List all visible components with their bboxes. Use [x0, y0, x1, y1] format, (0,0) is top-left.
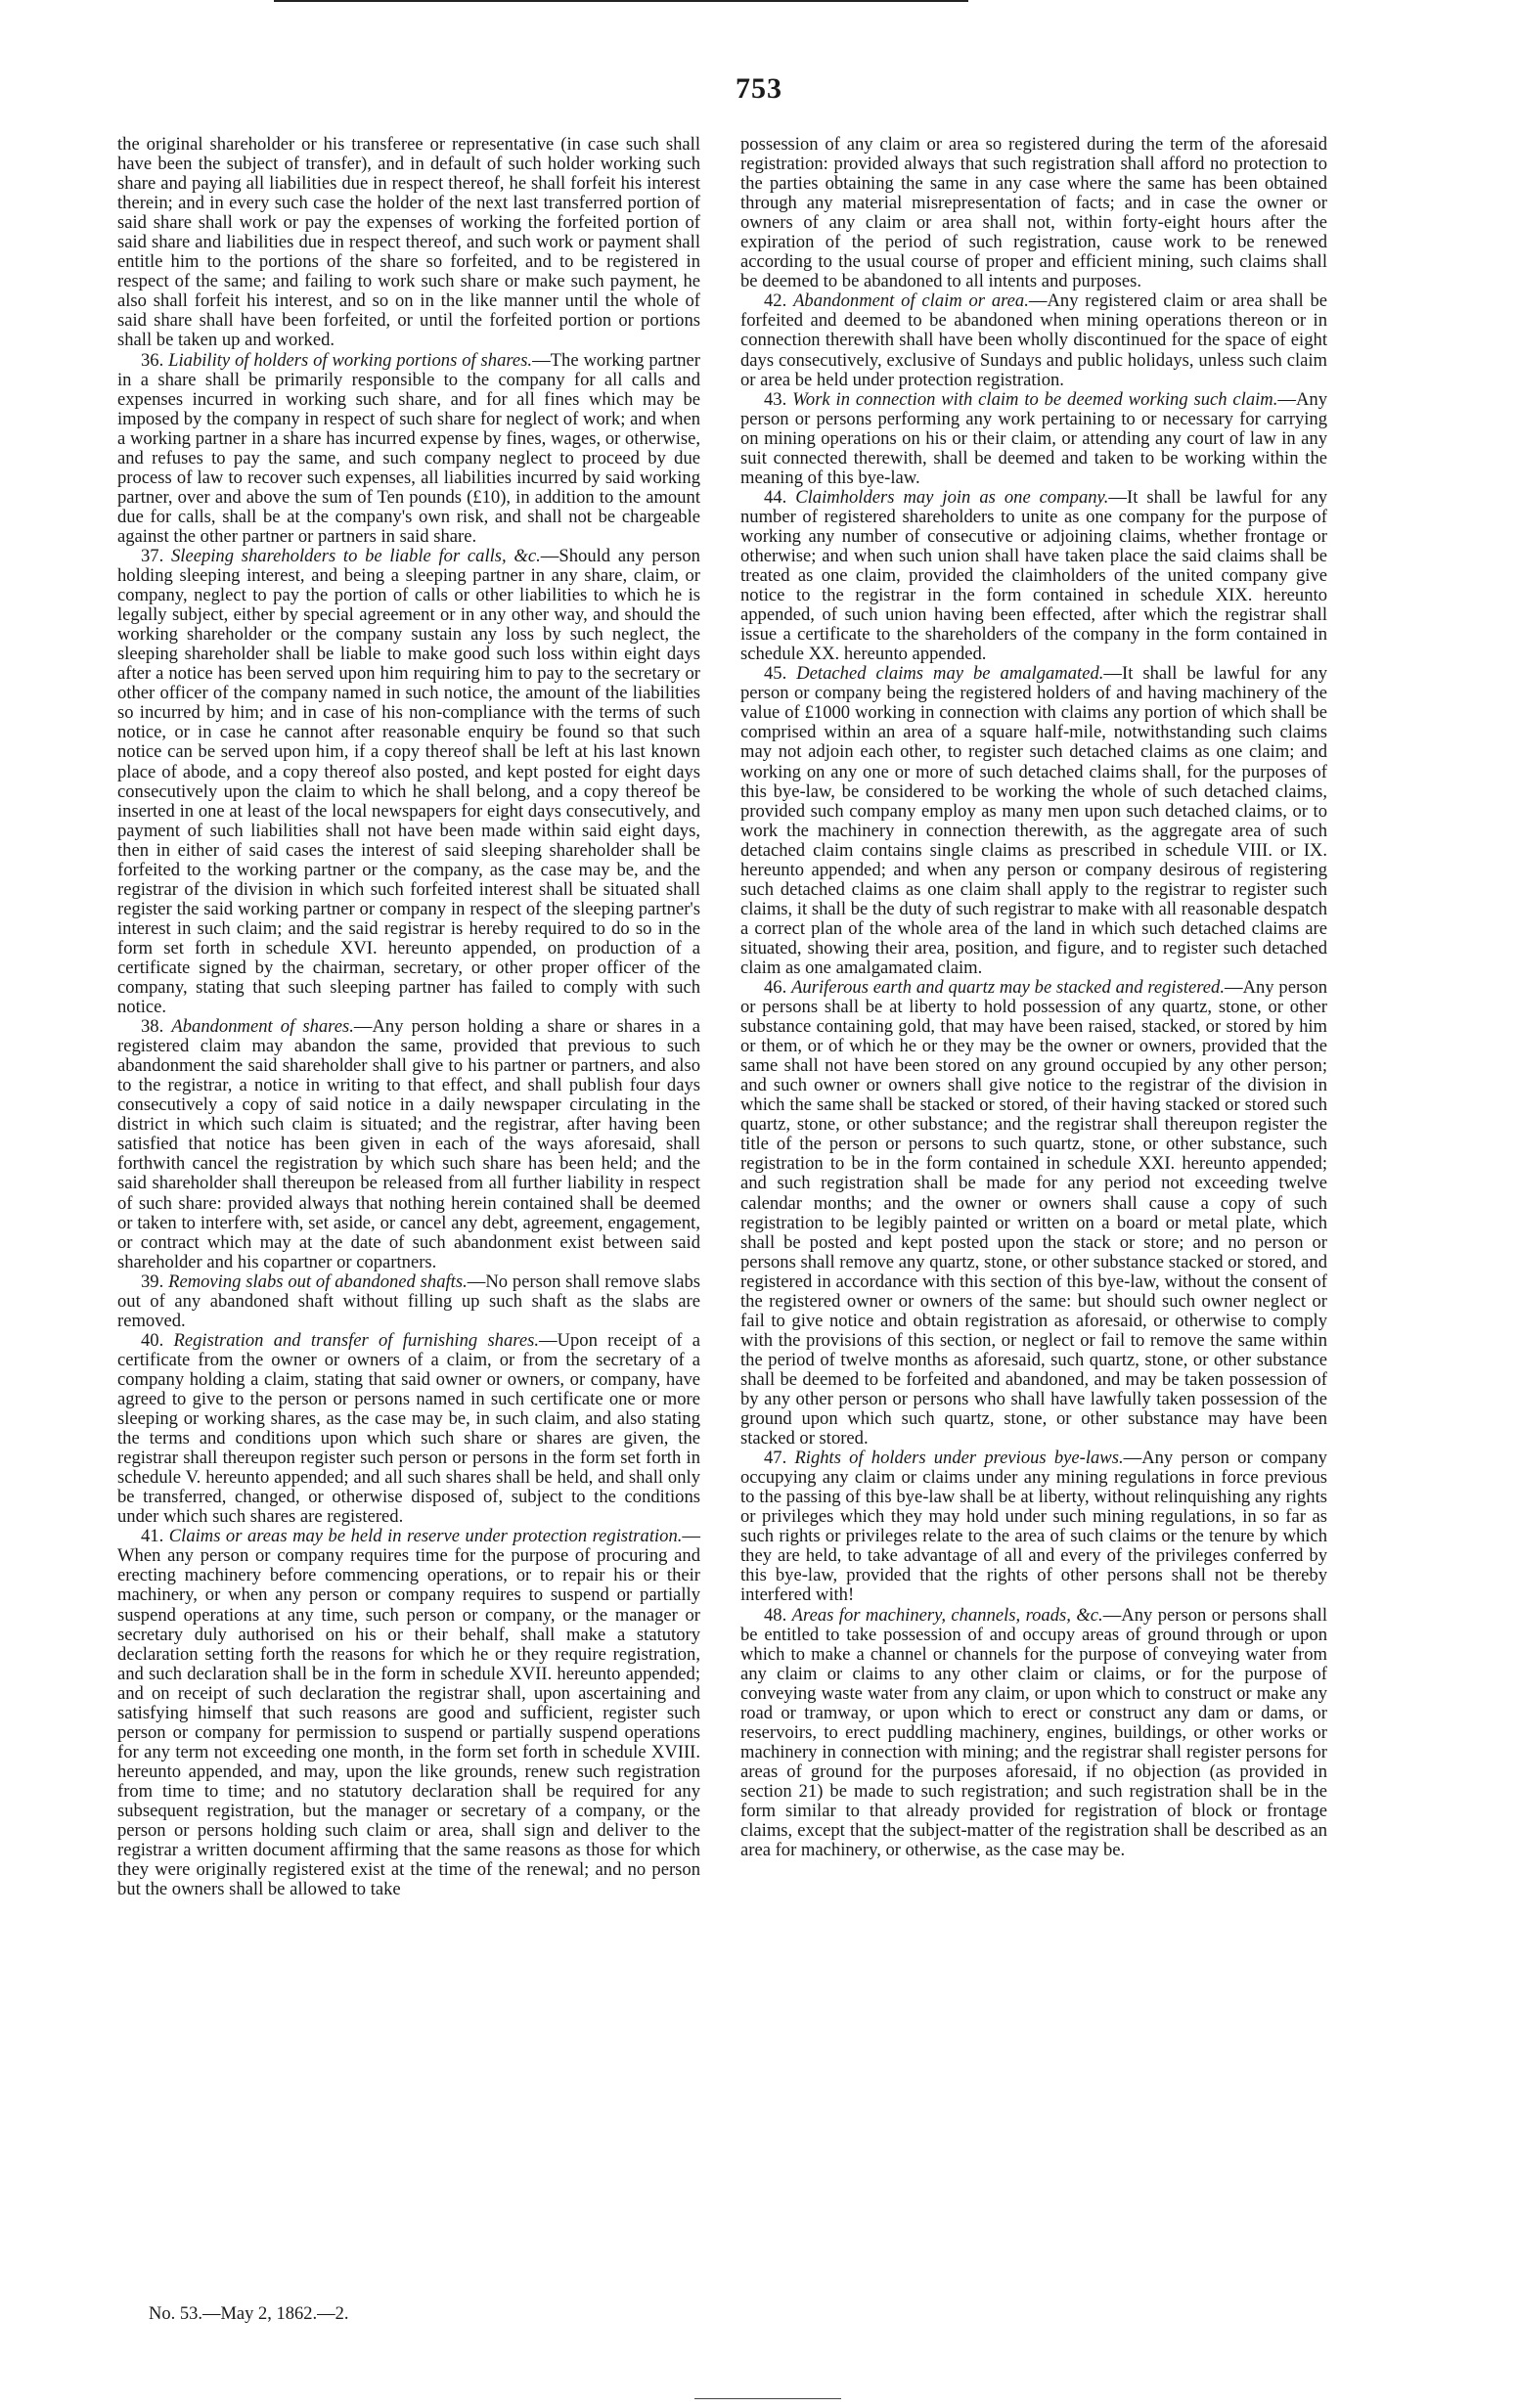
continued-paragraph: possession of any claim or area so registered during the term of the aforesaid registration: provided always that such registration shall afford no protection to the parties obtaining the same in any case where the same has been obtained through any material misrepresentation of facts; and in case the owner or owners of any claim or area shall not, within forty-eight hours after the expiration of the period of such registration, cause work to be renewed according to the usual course of proper and efficient mining, such claims shall be deemed to be abandoned to all intents and purposes.: [740, 134, 1327, 292]
section-39: 39. Removing slabs out of abandoned shafts.—No person shall remove slabs out of any abandoned shaft without filling up such shaft as the slabs are removed.: [117, 1271, 701, 1331]
section-heading: Abandonment of claim or area.: [793, 290, 1029, 312]
section-38: 38. Abandonment of shares.—Any person holding a share or shares in a registered claim may abandon the same, provided that previous to such abandonment the said shareholder shall give to his partner or partners, and also to the registrar, a notice in writing to that effect, and shall publish four days consecutively a copy of said notice in a daily newspaper circulating in the district in which such claim is situated; and the registrar, after having been satisfied that notice has been given in each of the ways aforesaid, shall forthwith cancel the registration by which such share has been held; and the said shareholder shall thereupon be released from all further liability in respect of such share: provided always that nothing herein contained shall be deemed or taken to interfere with, set aside, or cancel any debt, agreement, engagement, or contract which may at the date of such abandonment exist between said shareholder and his copartner or copartners.: [117, 1016, 700, 1272]
section-37: 37. Sleeping shareholders to be liable for calls, &c.—Should any person holding sleeping interest, and being a sleeping partner in any share, claim, or company, neglect to pay the portion of calls or other liabilities to which he is legally subject, either by special agreement or in any other way, and should the working shareholder or the company sustain any loss by such neglect, the sleeping shareholder shall be liable to make good such loss within eight days after a notice has been served upon him requiring him to pay to the secretary or other officer of the company named in such notice, the amount of the liabilities so incurred by him; and in case of his non-compliance with the terms of such notice, or in case he cannot after reasonable enquiry be found so that such notice can be served upon him, if a copy thereof shall be left at his last known place of abode, and a copy thereof also posted, and kept posted for eight days consecutively upon the claim to which he shall belong, and a copy thereof be inserted in one at least of the local newspapers for eight days consecutively, and payment of such liabilities shall not have been made within said eight days, then in either of said cases the interest of said sleeping shareholder shall be forfeited to the working partner or the company, as the case may be, and the registrar of the division in which such forfeited interest shall be situated shall register the said working partner or company in respect of the sleeping partner's interest in such claim; and the said registrar is hereby required to do so in the form set forth in schedule XVI. hereunto appended, on production of a certificate signed by the chairman, secretary, or other proper officer of the company, stating that such sleeping partner has failed to comply with such notice.: [117, 545, 700, 1018]
section-heading: Liability of holders of working portions of shares.: [168, 349, 533, 371]
page-footer: No. 53.—May 2, 1862.—2.: [149, 2304, 349, 2324]
section-heading: Claims or areas may be held in reserve under protection registration.: [168, 1526, 683, 1547]
section-heading: Abandonment of shares.: [171, 1016, 354, 1038]
top-rule: [274, 0, 968, 2]
section-heading: Auriferous earth and quartz may be stacked and registered.: [791, 977, 1225, 999]
section-44: 44. Claimholders may join as one company.—It shall be lawful for any number of registered shareholders to unite as one company for the purpose of working any number of consecutive or adjoining claims, whether frontage or otherwise; and when such union shall have taken place the said claims shall be treated as one claim, provided the claimholders of the united company give notice to the registrar in the form contained in schedule XIX. hereunto appended, of such union having been effected, after which the registrar shall issue a certificate to the shareholders of the company in the form contained in schedule XX. hereunto appended.: [740, 486, 1327, 665]
left-column: [117, 135, 700, 1899]
section-36: 36. Liability of holders of working portions of shares.—The working partner in a share shall be primarily responsible to the company for all calls and expenses incurred in working such share, and for all fines which may be imposed by the company in respect of such share for neglect of work; and when a working partner in a share has incurred expense by fines, wages, or otherwise, and refuses to pay the same, and such company neglect to proceed by due process of law to recover such expenses, all liabilities incurred by said working partner, over and above the sum of Ten pounds (£10), in addition to the amount due for calls, shall be at the company's own risk, and shall not be chargeable against the other partner or partners in said share.: [117, 349, 700, 547]
page-number: 753: [736, 72, 782, 105]
section-heading: Sleeping shareholders to be liable for calls, &c.: [171, 545, 541, 566]
continued-paragraph: the original shareholder or his transferee or representative (in case such shall have been the subject of transfer), and in default of such holder working such share and paying all liabilities due in respect thereof, he shall forfeit his interest therein; and in every such case the holder of the next last transferred portion of said share shall work or pay the expenses of working the forfeited portion of said share and liabilities due in respect thereof, and such work or payment shall entitle him to the portions of the share so forfeited, and to be registered in respect of the same; and failing to work such share or make such payment, he also shall forfeit his interest, and so on in the like manner until the whole of said share shall have been forfeited, or until the forfeited portion or portions shall be taken up and worked.: [117, 134, 700, 351]
section-heading: Detached claims may be amalgamated.: [796, 663, 1104, 685]
section-43: 43. Work in connection with claim to be deemed working such claim.—Any person or persons performing any work pertaining to or necessary for carrying on mining operations on his or their claim, or attending any court of law in any suit connected therewith, shall be deemed and taken to be working within the meaning of this bye-law.: [740, 388, 1327, 488]
section-heading: Claimholders may join as one company.: [795, 486, 1109, 508]
section-45: 45. Detached claims may be amalgamated.—It shall be lawful for any person or company being the registered holders of and having machinery of the value of £1000 working in connection with claims any portion of which shall be comprised within an area of a square half-mile, notwithstanding such claims may not adjoin each other, to register such detached claims as one claim; and working on any one or more of such detached claims shall, for the purposes of this bye-law, be considered to be working the whole of such detached claims, provided such company employ as many men upon such detached claims, or to work the machinery in connection therewith, as the aggregate area of such detached claim contains single claims as prescribed in schedule VIII. or IX. hereunto appended; and when any person or company desirous of registering such detached claims as one claim shall apply to the registrar to register such claims, it shall be the duty of such registrar to make with all reasonable despatch a correct plan of the whole area of the land in which such detached claims are situated, showing their area, position, and figure, and to register such detached claim as one amalgamated claim.: [740, 663, 1328, 978]
section-40: 40. Registration and transfer of furnishing shares.—Upon receipt of a certificate from the owner or owners of a claim, or from the secretary of a company holding a claim, stating that said owner or owners, or company, have agreed to give to the person or persons named in such certificate one or more sleeping or working shares, as the case may be, in such claim, and also stating the terms and conditions upon which such share or shares are given, the registrar shall thereupon register such person or persons in the form set forth in schedule V. hereunto appended; and all such shares shall be held, and shall only be transferred, changed, or otherwise disposed of, subject to the conditions under which such shares are registered.: [117, 1329, 700, 1528]
right-column: [740, 135, 1327, 1860]
section-41: 41. Claims or areas may be held in reserve under protection registration.—When any person or company requires time for the purpose of procuring and erecting machinery before commencing operations, or to repair his or their machinery, or when any person or company requires to suspend or partially suspend operations at any time, such person or company, or the manager or secretary duly authorised on his or their behalf, shall make a statutory declaration setting forth the reasons for which he or they require registration, and such declaration shall be in the form in schedule XVII. hereunto appended; and on receipt of such declaration the registrar shall, upon ascertaining and satisfying himself that such reasons are good and sufficient, register such person or company for permission to suspend or partially suspend operations for any term not exceeding one month, in the form set forth in schedule XVIII. hereunto appended, and may, upon the like grounds, renew such registration from time to time; and no statutory declaration shall be required for any subsequent registration, but the manager or secretary of a company, or the person or persons holding such claim or area, shall sign and deliver to the registrar a written document affirming that the same reasons as those for which they were originally registered exist at the time of the renewal; and no person but the owners shall be allowed to take: [117, 1526, 700, 1900]
section-heading: Removing slabs out of abandoned shafts.: [168, 1271, 468, 1292]
section-42: 42. Abandonment of claim or area.—Any registered claim or area shall be forfeited and deemed to be abandoned when mining operations thereon or in connection therewith shall have been wholly discontinued for the space of eight days consecutively, exclusive of Sundays and public holidays, unless such claim or area be held under protection registration.: [740, 290, 1328, 390]
section-heading: Work in connection with claim to be deemed working such claim.: [792, 388, 1278, 410]
section-heading: Areas for machinery, channels, roads, &c.: [791, 1604, 1103, 1626]
bottom-rule: [694, 2398, 841, 2399]
section-heading: Registration and transfer of furnishing shares.: [173, 1329, 539, 1351]
section-heading: Rights of holders under previous bye-laws.: [794, 1448, 1124, 1469]
section-46: 46. Auriferous earth and quartz may be stacked and registered.—Any person or persons shall be at liberty to hold possession of any quartz, stone, or other substance containing gold, that may have been raised, stacked, or stored by him or them, or of which he or they may be the owner or owners, provided that the same shall not have been stored on any ground occupied by any other person; and such owner or owners shall give notice to the registrar of the division in which the same shall be stacked or stored, of their having stacked or stored such quartz, stone, or other substance; and the registrar shall thereupon register the title of the person or persons to such quartz, stone, or other substance, such registration to be in the form contained in schedule XXI. hereunto appended; and such registration shall be made for any period not exceeding twelve calendar months; and the owner or owners shall cause a copy of such registration to be legibly painted or written on a board or metal plate, which shall be posted and kept posted upon the stack or store; and no person or persons shall remove any quartz, stone, or other substance stacked or stored, and registered in accordance with this section of this bye-law, without the consent of the registered owner or owners of the same: but should such owner neglect or fail to give notice and obtain registration as aforesaid, or otherwise to comply with the provisions of this section, or neglect or fail to remove the same within the period of twelve months as aforesaid, such quartz, stone, or other substance shall be deemed to be forfeited and abandoned, and may be taken possession of by any other person or persons who shall have lawfully taken possession of the ground upon which such quartz, stone, or other substance may have been stacked or stored.: [740, 977, 1327, 1449]
section-47: 47. Rights of holders under previous bye-laws.—Any person or company occupying any claim or claims under any mining regulations in force previous to the passing of this bye-law shall be at liberty, without relinquishing any rights or privileges which they may hold under such mining regulations, in so far as such rights or privileges relate to the area of such claims or the tenure by which they are held, to take advantage of all and every of the privileges conferred by this bye-law, provided that the rights of other persons shall not be thereby interfered with!: [740, 1448, 1327, 1606]
section-48: 48. Areas for machinery, channels, roads, &c.—Any person or persons shall be entitled to take possession of and occupy areas of ground through or upon which to make a channel or channels for the purpose of conveying water from any claim or claims to any other claim or claims, or for the purpose of conveying waste water from any claim, or upon which to construct or make any road or tramway, or upon which to erect or construct any dam or dams, or reservoirs, to erect puddling machinery, engines, buildings, or other works or machinery in connection with mining; and the registrar shall register persons for areas of ground for the purposes aforesaid, if no objection (as provided in section 21) be made to such registration; and such registration shall be in the form similar to that already provided for registration of block or frontage claims, except that the subject-matter of the registration shall be described as an area for machinery, or otherwise, as the case may be.: [740, 1604, 1327, 1861]
